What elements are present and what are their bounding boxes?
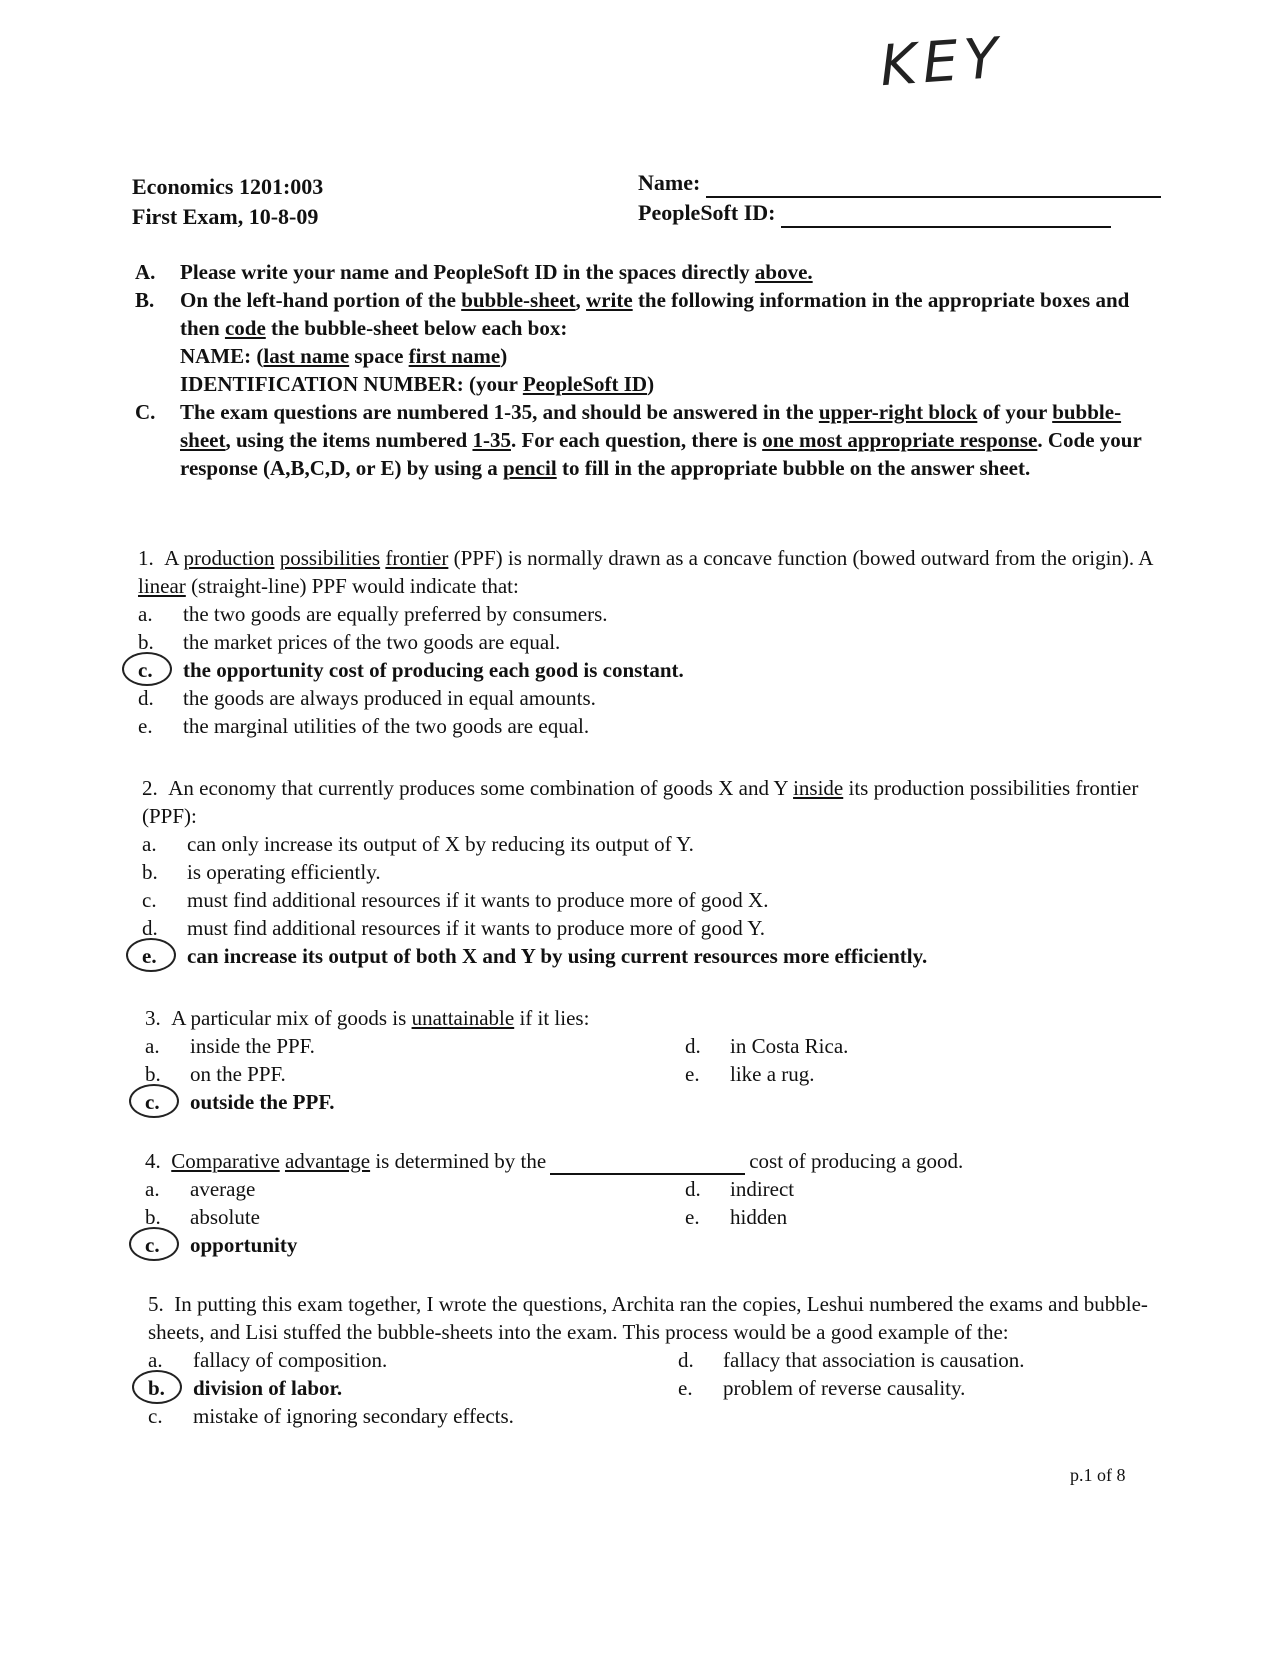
q1-option-c-answer: c. the opportunity cost of producing each good is constant. [138, 656, 1158, 684]
answer-circle-icon [129, 1227, 179, 1261]
question-4-stem: 4. Comparative advantage is determined by the cost of producing a good. [145, 1149, 964, 1173]
question-2-stem: 2. An economy that currently produces some combination of goods X and Y inside its production possibilities frontier (PPF): [142, 776, 1139, 828]
question-2 [142, 774, 1162, 970]
q3-option-e: e. like a rug. [685, 1062, 815, 1086]
student-fields [638, 168, 1161, 228]
q1-option-e: e. the marginal utilities of the two goods are equal. [138, 714, 590, 738]
q2-option-c: c. must find additional resources if it wants to produce more of good X. [142, 888, 769, 912]
q4-option-a: a. average [145, 1177, 256, 1201]
q5-option-a: a. fallacy of composition. [148, 1348, 388, 1372]
exam-title: First Exam, 10-8-09 [132, 204, 319, 229]
answer-circle-icon [122, 652, 172, 686]
name-label: Name: [638, 170, 701, 195]
q2-option-a: a. can only increase its output of X by reducing its output of Y. [142, 832, 694, 856]
course-header [132, 172, 323, 232]
q5-option-d: d. fallacy that association is causation. [678, 1348, 1025, 1372]
q2-option-b: b. is operating efficiently. [142, 860, 381, 884]
answer-circle-icon [126, 938, 176, 972]
q2-option-d: d. must find additional resources if it wants to produce more of good Y. [142, 916, 765, 940]
handwritten-key-mark: KEY [877, 25, 1007, 100]
q5-option-c: c. mistake of ignoring secondary effects. [148, 1404, 514, 1428]
instruction-b: B. On the left-hand portion of the bubble-sheet, write the following information in the appropriate boxes and then code the bubble-sheet below each box: NAME: (last name space first name) IDENTIFICATION NUMBER: (your PeopleSoft ID) [135, 288, 1130, 396]
q3-option-a: a. inside the PPF. [145, 1034, 315, 1058]
question-1-stem: 1. A production possibilities frontier (PPF) is normally drawn as a concave function (bowed outward from the origin). A linear (straight-line) PPF would indicate that: [138, 546, 1153, 598]
q5-option-e: e. problem of reverse causality. [678, 1376, 966, 1400]
q1-option-b: b. the market prices of the two goods are equal. [138, 630, 561, 654]
question-1 [138, 544, 1158, 740]
page-number: p.1 of 8 [1070, 1465, 1126, 1485]
course-title: Economics 1201:003 [132, 174, 324, 199]
q2-option-e-answer: e. can increase its output of both X and Y by using current resources more efficiently. [142, 942, 1162, 970]
answer-circle-icon [129, 1084, 179, 1118]
question-3 [145, 1004, 1145, 1116]
id-label: PeopleSoft ID: [638, 200, 776, 225]
q4-option-b: b. absolute [145, 1205, 260, 1229]
id-blank [781, 226, 1111, 228]
question-3-stem: 3. A particular mix of goods is unattainable if it lies: [145, 1006, 590, 1030]
q4-option-d: d. indirect [685, 1177, 795, 1201]
q3-option-b: b. on the PPF. [145, 1062, 286, 1086]
q3-option-c-answer: c. outside the PPF. [145, 1088, 1145, 1116]
q1-option-a: a. the two goods are equally preferred by consumers. [138, 602, 608, 626]
q4-option-c-answer: c. opportunity [145, 1231, 1145, 1259]
q3-option-d: d. in Costa Rica. [685, 1034, 849, 1058]
id-field [638, 198, 1161, 228]
question-5 [148, 1290, 1168, 1430]
instruction-c: C. The exam questions are numbered 1-35, and should be answered in the upper-right block of your bubble-sheet, using the items numbered 1-35. For each question, there is one most appropriate response. Code your response (A,B,C,D, or E) by using a pencil to fill in the appropriate bubble on the answer sheet. [135, 400, 1142, 480]
instructions [135, 258, 1155, 482]
question-5-stem: 5. In putting this exam together, I wrote the questions, Archita ran the copies, Leshui numbered the exams and bubble-sheets, and Lisi stuffed the bubble-sheets into the exam. This process would be a good example of the: [148, 1292, 1148, 1344]
instruction-a: A. Please write your name and PeopleSoft ID in the spaces directly above. [135, 260, 813, 284]
q4-option-e: e. hidden [685, 1205, 788, 1229]
answer-circle-icon [132, 1370, 182, 1404]
q1-option-d: d. the goods are always produced in equal amounts. [138, 686, 596, 710]
name-field [638, 168, 1161, 198]
q5-option-b-answer: b. division of labor. [148, 1374, 1168, 1402]
question-4 [145, 1147, 1145, 1259]
